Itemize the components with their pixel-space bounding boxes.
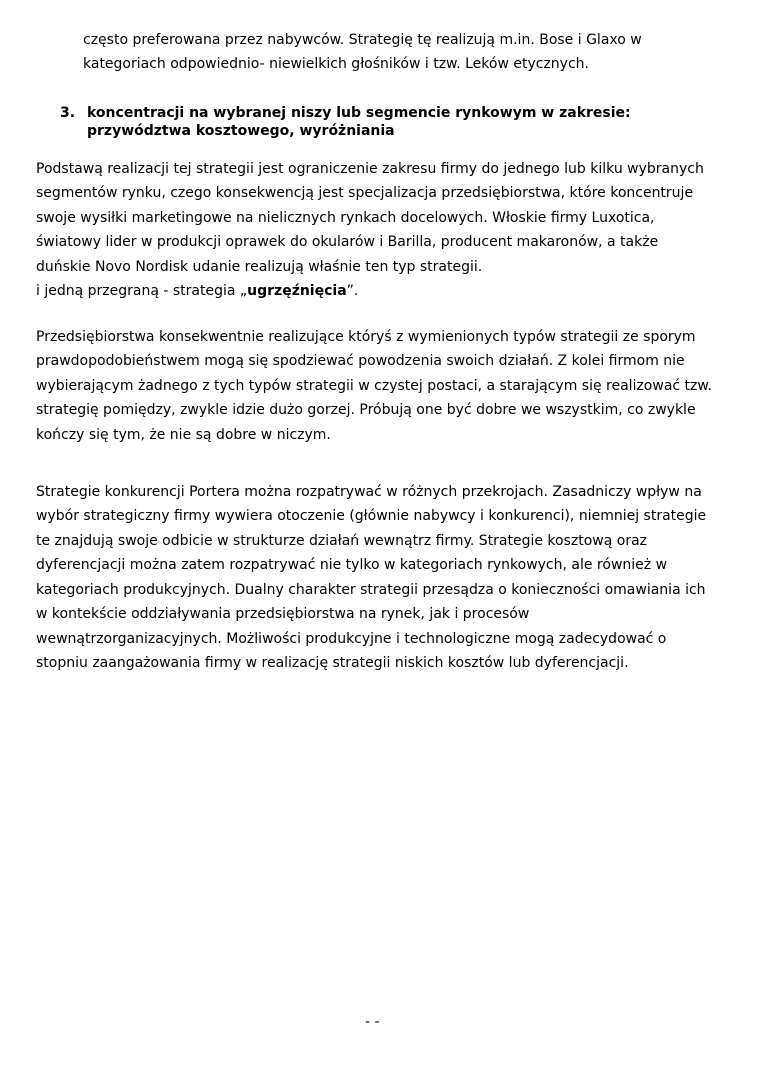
heading-line: koncentracji na wybranej niszy lub segmencie rynkowym w zakresie:: [87, 105, 631, 121]
text-line: Podstawą realizacji tej strategii jest ograniczenie zakresu firmy do jednego lub kilku wybranych: [36, 161, 704, 177]
text-line-with-bold: [36, 279, 358, 303]
text-line: segmentów rynku, czego konsekwencją jest specjalizacja przedsiębiorstwa, które koncentruje: [36, 185, 694, 201]
text-line: Przedsiębiorstwa konsekwentnie realizujące któryś z wymienionych typów strategii ze sporym: [36, 329, 696, 345]
text-suffix: ”.: [346, 283, 359, 299]
text-line: dyferencjacji można zatem rozpatrywać nie tylko w kategoriach rynkowych, ale również w: [36, 557, 668, 573]
text-line: kategoriach odpowiednio- niewielkich głośników i tzw. Leków etycznych.: [83, 56, 589, 72]
list-item-heading: [87, 104, 631, 140]
text-line: kategoriach produkcyjnych. Dualny charakter strategii przesądza o konieczności omawiania ich: [36, 582, 706, 598]
text-prefix: i jedną przegraną - strategia „: [36, 283, 248, 299]
text-line: wybierającym żadnego z tych typów strategii w czystej postaci, a starającym się realizować tzw.: [36, 378, 713, 394]
text-line: prawdopodobieństwem mogą się spodziewać powodzenia swoich działań. Z kolei firmom nie: [36, 353, 685, 369]
text-line: duńskie Novo Nordisk udanie realizują właśnie ten typ strategii.: [36, 259, 483, 275]
text-line: stopniu zaangażowania firmy w realizację strategii niskich kosztów lub dyferencjacji.: [36, 655, 629, 671]
text-line: wewnątrzorganizacyjnych. Możliwości produkcyjne i technologiczne mogą zadecydować o: [36, 631, 667, 647]
text-line: strategię pomiędzy, zwykle idzie dużo gorzej. Próbują one być dobre we wszystkim, co zwykle: [36, 402, 696, 418]
text-line: wybór strategiczny firmy wywiera otoczenie (głównie nabywcy i konkurenci), niemniej strategie: [36, 508, 707, 524]
text-line: często preferowana przez nabywców. Strategię tę realizują m.in. Bose i Glaxo w: [83, 32, 642, 48]
text-line: w kontekście oddziaływania przedsiębiorstwa na rynek, jak i procesów: [36, 606, 530, 622]
bold-term: ugrzęźnięcia: [247, 283, 347, 299]
list-item-number: 3.: [60, 105, 76, 121]
heading-line: przywództwa kosztowego, wyróżniania: [87, 123, 395, 139]
text-line: te znajdują swoje odbicie w strukturze działań wewnątrz firmy. Strategie kosztową oraz: [36, 533, 648, 549]
page-number: - -: [365, 1014, 380, 1030]
text-line: kończy się tym, że nie są dobre w niczym.: [36, 427, 331, 443]
text-line: Strategie konkurencji Portera można rozpatrywać w różnych przekrojach. Zasadniczy wpływ na: [36, 484, 702, 500]
text-line: swoje wysiłki marketingowe na nielicznych rynkach docelowych. Włoskie firmy Luxotica,: [36, 210, 655, 226]
text-line: światowy lider w produkcji oprawek do okularów i Barilla, producent makaronów, a także: [36, 234, 659, 250]
